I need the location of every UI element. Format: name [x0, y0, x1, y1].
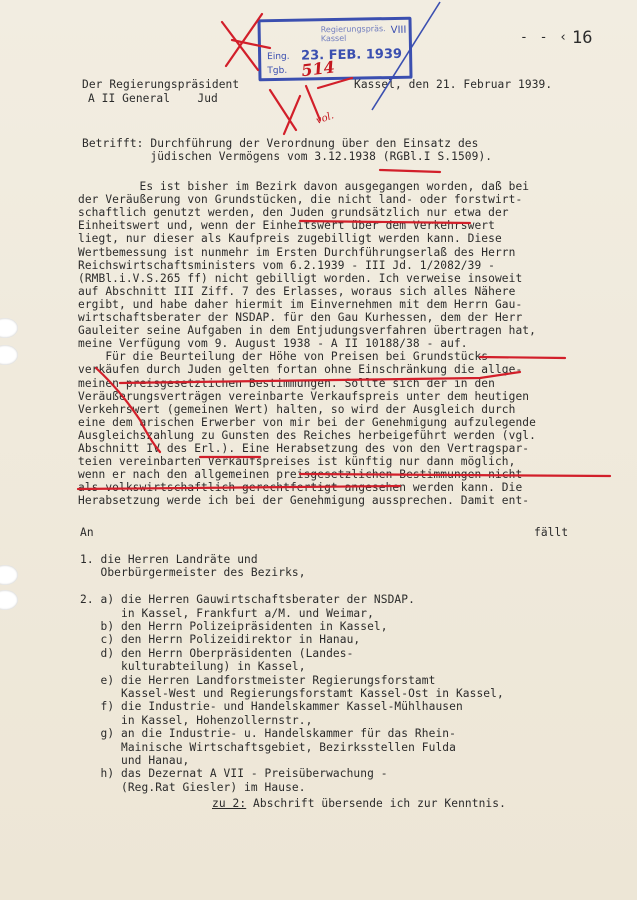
- recipient-line: kulturabteilung) in Kassel,: [80, 660, 306, 674]
- body-line: Wertbemessung ist nunmehr im Ersten Durchführungserlaß des Herrn: [78, 245, 516, 259]
- body-line: Veräußerungsverträgen vereinbarte Verkaufspreis unter dem heutigen: [78, 389, 530, 403]
- recipient-line: in Kassel, Hohenzollernstr.,: [80, 713, 313, 727]
- body-line: schaftlich genutzt werden, den Juden grundsätzlich nur etwa der: [78, 206, 509, 220]
- stamp-date: 23. FEB. 1939: [300, 46, 403, 64]
- recipient-line: Mainische Wirtschaftsgebiet, Bezirksstellen Fulda: [80, 740, 456, 754]
- stamp-eing-label: Eing.: [267, 51, 290, 63]
- recipient-line: Oberbürgermeister des Bezirks,: [80, 566, 306, 580]
- punch-hole: [0, 345, 18, 365]
- body-line: verkäufen durch Juden gelten fortan ohne Einschränkung die allge-: [78, 363, 523, 377]
- body-line: teien vereinbarten Verkaufspreises ist künftig nur dann möglich,: [78, 455, 516, 469]
- sender: Der Regierungspräsident: [82, 78, 240, 91]
- red-cross-stroke: [270, 90, 300, 134]
- body-line: (RMBl.i.V.S.265 ff) nicht gebilligt worden. Ich verweise insoweit: [78, 271, 523, 285]
- body-line: Reichswirtschaftsministers vom 6.2.1939 - III Jd. 1/2082/39 -: [78, 258, 495, 272]
- reference-code: A II General Jud: [88, 92, 218, 105]
- body-line: meine Verfügung vom 9. August 1938 - A II 10188/38 - auf.: [78, 337, 468, 351]
- body-line: Einheitswert und, wenn der Einheitswert über dem Verkehrswert: [78, 219, 495, 233]
- an-label: An: [80, 526, 94, 539]
- recipient-line: g) an die Industrie- u. Handelskammer für das Rhein-: [80, 727, 456, 741]
- body-line: meinen preisgesetzlichen Bestimmungen. Sollte sich der in den: [78, 376, 495, 390]
- body-line: Abschnitt IV des Erl.). Eine Herabsetzung des von den Vertragspar-: [78, 442, 530, 455]
- recipient-line: in Kassel, Frankfurt a/M. und Weimar,: [80, 606, 374, 620]
- body-line: Für die Beurteilung der Höhe von Preisen bei Grundstücks-: [78, 350, 495, 364]
- closing-text: Abschrift übersende ich zur Kenntnis.: [246, 797, 506, 810]
- margin-note: vol.: [314, 110, 336, 127]
- recipient-line: d) den Herrn Oberpräsidenten (Landes-: [80, 646, 354, 660]
- recipient-line: h) das Dezernat A VII - Preisüberwachung -: [80, 767, 388, 781]
- subject-line: Betrifft: Durchführung der Verordnung über den Einsatz des: [82, 137, 479, 150]
- received-stamp: [257, 17, 412, 82]
- stamp-tgb-label: Tgb.: [267, 65, 288, 77]
- recipient-line: b) den Herrn Polizeipräsidenten in Kassel,: [80, 620, 388, 633]
- recipient-line: 1. die Herren Landräte und: [80, 553, 258, 566]
- body-line: der Veräußerung von Grundstücken, die nicht land- oder forstwirt-: [78, 193, 523, 207]
- recipient-line: 2. a) die Herren Gauwirtschaftsberater der NSDAP.: [80, 593, 415, 607]
- stamp-top-text: Regierungspräs. Kassel: [320, 24, 386, 44]
- body-line: Es ist bisher im Bezirk davon ausgegangen worden, daß bei: [78, 180, 530, 193]
- body-line: ergibt, und habe daher hiermit im Einvernehmen mit dem Herrn Gau-: [78, 297, 523, 311]
- recipient-line: f) die Industrie- und Handelskammer Kassel-Mühlhausen: [80, 700, 463, 714]
- body-line: Herabsetzung werde ich bei der Genehmigung aussprechen. Damit ent-: [78, 494, 530, 508]
- body-line: wenn er nach den allgemeinen preisgesetzlichen Bestimmungen nicht: [78, 468, 523, 482]
- stamp-corner-code: VIII: [390, 24, 407, 37]
- red-underline: [380, 170, 440, 172]
- closing-ref: zu 2:: [212, 797, 247, 810]
- body-line: eine dem arischen Erwerber von mir bei der Genehmigung aufzulegende: [78, 415, 536, 429]
- closing-line: [212, 797, 506, 810]
- recipient-line: und Hanau,: [80, 754, 190, 767]
- body-line: wirtschaftsberater der NSDAP. für den Gau Kurhessen, dem der Herr: [78, 311, 523, 324]
- punch-hole: [0, 318, 18, 338]
- punch-hole: [0, 590, 18, 610]
- subject-line: jüdischen Vermögens vom 3.12.1938 (RGBl.I S.1509).: [82, 150, 493, 163]
- body-line: Verkehrswert (gemeinen Wert) halten, so wird der Ausgleich durch: [78, 402, 516, 416]
- red-cross-stroke: [222, 22, 258, 70]
- body-line: Gauleiter seine Aufgaben in dem Entjudungsverfahren übertragen hat,: [78, 324, 536, 338]
- recipient-line: c) den Herrn Polizeidirektor in Hanau,: [80, 633, 361, 647]
- body-line: Ausgleichszahlung zu Gunsten des Reiches herbeigeführt werden (vgl.: [78, 428, 536, 442]
- corner-marks: - - ‹: [520, 30, 570, 45]
- body-line: liegt, nur dieser als Kaufpreis zugebilligt werden kann. Diese: [78, 232, 502, 246]
- recipient-line: (Reg.Rat Giesler) im Hause.: [80, 780, 306, 794]
- body-line: auf Abschnitt III Ziff. 7 des Erlasses, woraus sich alles Nähere: [78, 284, 516, 298]
- place-date: Kassel, den 21. Februar 1939.: [354, 78, 553, 91]
- stamp-tgb-number: 514: [300, 57, 336, 81]
- recipient-line: e) die Herren Landforstmeister Regierungsforstamt: [80, 673, 436, 687]
- page-number: 16: [572, 28, 593, 48]
- continuation-word: fällt: [534, 526, 569, 539]
- punch-hole: [0, 565, 18, 585]
- body-line: als volkswirtschaftlich gerechtfertigt angesehen werden kann. Die: [78, 481, 523, 495]
- recipient-line: Kassel-West und Regierungsforstamt Kassel-Ost in Kassel,: [80, 687, 504, 700]
